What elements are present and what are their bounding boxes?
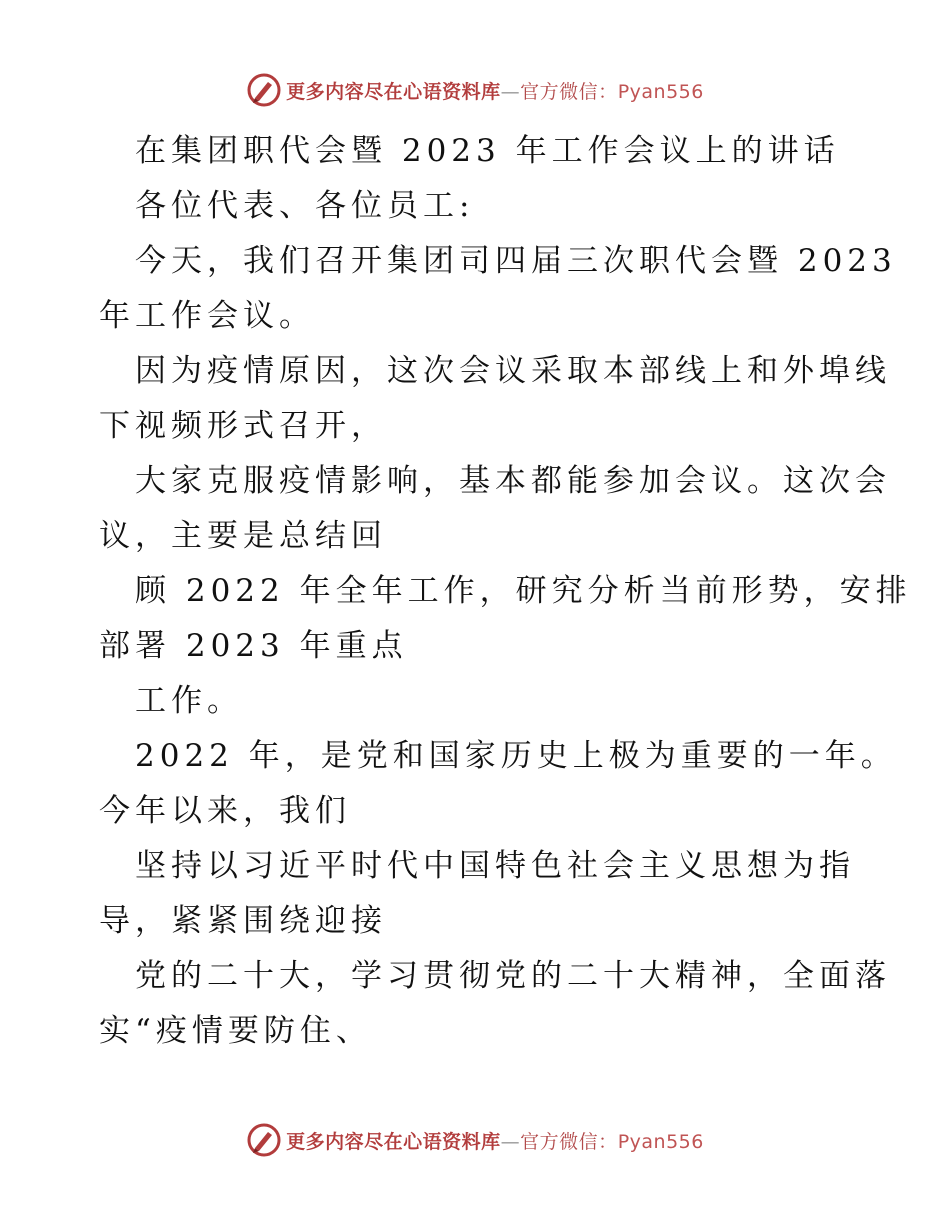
text-line: 今天，我们召开集团司四届三次职代会暨 2023 <box>135 243 897 279</box>
text-line: 下视频形式召开， <box>99 408 387 444</box>
text-line: 大家克服疫情影响，基本都能参加会议。这次会 <box>135 463 891 499</box>
header-watermark <box>0 68 950 112</box>
watermark-separator: — <box>500 1130 521 1153</box>
pen-logo-icon <box>246 1122 282 1158</box>
watermark-separator: — <box>500 80 521 103</box>
text-line: 今年以来，我们 <box>99 793 351 829</box>
watermark-container <box>246 1122 704 1158</box>
text-line: 导，紧紧围绕迎接 <box>99 903 387 939</box>
text-line: 部署 2023 年重点 <box>99 628 408 664</box>
text-line: 议，主要是总结回 <box>99 518 387 554</box>
watermark-label: 官方微信： <box>520 1130 618 1153</box>
text-line: 工作。 <box>135 683 243 719</box>
watermark-text <box>286 77 704 104</box>
text-line: 2022 年，是党和国家历史上极为重要的一年。 <box>135 738 897 774</box>
watermark-id: Pyan556 <box>617 80 704 103</box>
text-line: 年工作会议。 <box>99 298 315 334</box>
text-line: 党的二十大，学习贯彻党的二十大精神，全面落 <box>135 958 891 994</box>
text-line: 坚持以习近平时代中国特色社会主义思想为指 <box>135 848 855 884</box>
watermark-text <box>286 1127 704 1154</box>
document-body <box>99 124 912 1059</box>
pen-logo-icon <box>246 72 282 108</box>
watermark-brand: 更多内容尽在心语资料库 <box>286 1130 501 1153</box>
text-line: 顾 2022 年全年工作，研究分析当前形势，安排 <box>135 573 912 609</box>
text-line: 因为疫情原因，这次会议采取本部线上和外埠线 <box>135 353 891 389</box>
text-line: 各位代表、各位员工: <box>135 188 475 224</box>
text-line: 实“疫情要防住、 <box>99 1013 372 1049</box>
watermark-id: Pyan556 <box>617 1130 704 1153</box>
watermark-container <box>246 72 704 108</box>
watermark-brand: 更多内容尽在心语资料库 <box>286 80 501 103</box>
text-line: 在集团职代会暨 2023 年工作会议上的讲话 <box>135 133 840 169</box>
footer-watermark <box>0 1118 950 1162</box>
watermark-label: 官方微信： <box>520 80 618 103</box>
